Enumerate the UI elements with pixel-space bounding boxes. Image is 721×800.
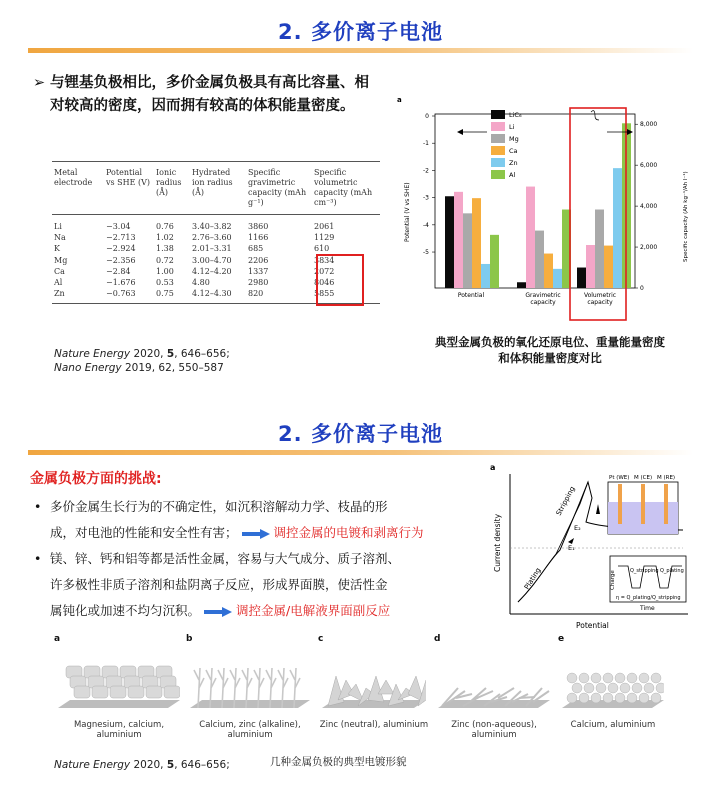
slide2-title: 2. 多价离子电池 xyxy=(278,422,443,446)
volumetric-bar xyxy=(595,210,604,288)
right-tick-label: 0 xyxy=(640,285,644,292)
gravimetric-bar xyxy=(544,254,553,288)
legend-swatch xyxy=(491,122,505,131)
x-axis-title: Potential xyxy=(576,621,609,630)
ref-pages: , 646–656; xyxy=(174,348,230,360)
bullet2-action: 调控金属/电解液界面副反应 xyxy=(235,603,391,618)
legend-swatch xyxy=(491,134,505,143)
legend-swatch xyxy=(491,170,505,179)
morphology-caption: Zinc (non-aqueous), aluminium xyxy=(451,720,537,740)
legend-label: Al xyxy=(509,171,516,179)
challenge-heading: 金属负极方面的挑战: xyxy=(30,471,162,487)
stripping-label: Stripping xyxy=(554,485,577,517)
table-cell: 1.00 xyxy=(156,266,174,276)
morphology-image xyxy=(562,648,664,718)
table-cell: Li xyxy=(54,222,62,231)
table-cell: 2072 xyxy=(314,266,335,276)
table-cell: −3.04 xyxy=(106,222,131,231)
morphology-panel xyxy=(186,634,314,744)
right-arrow-icon xyxy=(204,607,232,617)
legend-label: Li xyxy=(509,123,515,131)
left-tick-label: -2 xyxy=(423,167,429,175)
volumetric-highlight-box xyxy=(316,254,364,306)
plating-label: Plating xyxy=(522,566,543,592)
chart-caption: 典型金属负极的氧化还原电位、重量能量密度和体积能量密度对比 xyxy=(435,335,665,365)
y-axis-title: Current density xyxy=(493,513,502,572)
category-label: Gravimetric capacity xyxy=(525,292,561,306)
morphology-panel xyxy=(54,634,184,744)
right-axis-title: Specific capacity (Ah kg⁻¹/Ah l⁻¹) xyxy=(683,171,689,262)
table-cell: 3.40–3.82 xyxy=(192,222,232,231)
table-cell: 8046 xyxy=(314,278,335,288)
table-cell: 5855 xyxy=(312,288,380,304)
table-cell: 685 xyxy=(248,244,264,254)
table-cell: −2.924 xyxy=(106,244,136,254)
table-cell: 0.75 xyxy=(154,288,190,304)
table-cell: 1.38 xyxy=(156,244,174,254)
table-cell: Al xyxy=(54,278,63,288)
table-cell: −2.713 xyxy=(106,233,136,243)
morphology-caption: Zinc (neutral), aluminium xyxy=(319,720,429,730)
potential-bar xyxy=(490,235,499,288)
table-cell: 1129 xyxy=(314,233,335,243)
slide-1 xyxy=(0,0,721,398)
panel-label: d xyxy=(434,634,441,644)
table-cell: 1337 xyxy=(248,266,269,276)
q-stripping-label: Q_stripping xyxy=(630,568,659,574)
morphology-caption: Magnesium, calcium, aluminium xyxy=(73,720,165,740)
right-arrow-icon xyxy=(242,529,270,539)
re-electrode xyxy=(664,484,668,524)
th-hydrated-radius: Hydrated ion radius (Å) xyxy=(190,162,246,215)
table-cell: 1.02 xyxy=(156,233,174,243)
ref-volume: 5 xyxy=(166,759,175,771)
charge-label: Charge xyxy=(610,570,616,590)
left-tick-label: 0 xyxy=(425,113,429,120)
table-cell: 4.80 xyxy=(192,278,210,288)
table-cell: Ca xyxy=(54,266,65,276)
table-cell: 3860 xyxy=(248,222,269,231)
potential-bar xyxy=(454,192,463,288)
potential-bar xyxy=(481,264,490,288)
table-cell: 0.72 xyxy=(156,255,174,265)
morphology-caption: Calcium, aluminium xyxy=(570,720,656,730)
table-cell: −2.84 xyxy=(106,266,131,276)
table-cell: 1166 xyxy=(248,233,269,243)
left-axis-title: Potential (V vs SHE) xyxy=(404,182,411,242)
table-cell: −2.356 xyxy=(106,255,136,265)
volumetric-bar xyxy=(604,246,613,288)
table-cell: 2.01–3.31 xyxy=(192,244,232,254)
left-tick-label: -4 xyxy=(423,221,429,229)
bullet2-line2: 许多极性非质子溶剂和盐阴离子反应，形成界面膜，使活性金 xyxy=(50,577,388,592)
table-cell: 0.53 xyxy=(156,278,174,288)
diagram-panel-label: a xyxy=(490,463,496,472)
ref-journal: Nature Energy xyxy=(54,759,131,771)
e2-label: E₂ xyxy=(574,524,581,532)
table-cell: 3.00–4.70 xyxy=(192,255,232,265)
morphology-caption: 几种金属负极的典型电镀形貌 xyxy=(270,756,407,768)
bullet2-line1: 镁、锌、钙和铝等都是活性金属，容易与大气成分、质子溶剂、 xyxy=(50,551,401,566)
slide2-reference xyxy=(54,758,230,772)
table-cell: 610 xyxy=(314,244,330,254)
gravimetric-bar xyxy=(526,187,535,288)
potential-bar xyxy=(472,198,481,288)
th-gravimetric: Specific gravimetric capacity (mAh g⁻¹) xyxy=(246,162,312,215)
table-cell: 3834 xyxy=(314,255,335,265)
morphology-panel xyxy=(434,634,554,744)
we-electrode xyxy=(618,484,622,524)
list-item xyxy=(34,546,490,624)
th-metal: Metal electrode xyxy=(52,162,104,215)
gravimetric-bar xyxy=(535,231,544,288)
ref-text: 2020, xyxy=(130,348,167,360)
efficiency-label: η = Q_plating/Q_stripping xyxy=(616,595,681,601)
table-cell: −1.676 xyxy=(106,278,136,288)
morphology-caption: Calcium, zinc (alkaline), aluminium xyxy=(199,720,301,740)
table-cell: Zn xyxy=(52,288,104,304)
reference-line xyxy=(54,347,230,361)
legend-swatch xyxy=(491,146,505,155)
gravimetric-bar xyxy=(517,282,526,288)
right-tick-label: 4,000 xyxy=(640,203,658,211)
table-cell: 2.76–3.60 xyxy=(192,233,232,243)
panel-label: a xyxy=(54,634,61,644)
plating-stripping-diagram xyxy=(488,462,693,632)
right-tick-label: 2,000 xyxy=(640,244,658,252)
morphology-image xyxy=(58,648,180,718)
ref-text: 2020, xyxy=(130,759,167,771)
list-item xyxy=(34,494,490,546)
potential-capacity-chart xyxy=(395,92,695,322)
category-label: Potential xyxy=(457,292,485,299)
cell-we-label: Pt (WE) xyxy=(609,475,630,481)
challenge-list xyxy=(34,494,490,624)
table-cell: 2061 xyxy=(314,222,335,231)
e1-label: E₁ xyxy=(568,544,575,552)
q-plating-label: Q_plating xyxy=(660,568,684,574)
legend-label: Ca xyxy=(509,147,518,155)
table-cell: 2206 xyxy=(248,255,269,265)
ref-volume: 5 xyxy=(166,348,175,360)
references xyxy=(54,347,230,375)
bullet2-line3 xyxy=(50,598,490,624)
left-tick-label: -5 xyxy=(423,249,429,257)
claim-body: 与锂基负极相比，多价金属负极具有高比容量、相对较高的密度，因而拥有较高的体积能量密度。 xyxy=(50,75,369,114)
cell-re-label: M (RE) xyxy=(657,475,676,481)
table-row xyxy=(52,232,380,243)
table-cell: 4.12–4.30 xyxy=(190,288,246,304)
gravimetric-bar xyxy=(553,269,562,288)
table-cell: 0.76 xyxy=(156,222,174,231)
ce-electrode xyxy=(641,484,645,524)
reference-line xyxy=(54,361,230,375)
left-tick-label: -3 xyxy=(423,194,429,202)
th-volumetric: Specific volumetric capacity (mAh cm⁻³) xyxy=(312,162,380,215)
ref-text: 2019, 62, 550–587 xyxy=(121,362,224,374)
claim-text xyxy=(33,72,370,118)
right-tick-label: 8,000 xyxy=(640,121,658,129)
title-underline xyxy=(28,450,693,455)
table-cell: Mg xyxy=(54,255,68,265)
brace-icon xyxy=(591,111,599,120)
slide-2 xyxy=(0,402,721,800)
th-potential: Potential vs SHE (V) xyxy=(104,162,154,215)
morphology-panel xyxy=(558,634,668,744)
table-cell: −0.763 xyxy=(104,288,154,304)
legend-label: Zn xyxy=(509,159,518,167)
volumetric-bar xyxy=(613,168,622,288)
ref-journal: Nature Energy xyxy=(54,348,131,360)
bullet1-line1: 多价金属生长行为的不确定性，如沉积溶解动力学、枝晶的形 xyxy=(50,499,388,514)
legend-label: Mg xyxy=(509,135,519,143)
arrow-bullet-icon: ➢ xyxy=(33,75,46,91)
potential-bar xyxy=(463,213,472,288)
table-row xyxy=(52,243,380,254)
title-underline xyxy=(28,48,693,53)
left-arrow-icon xyxy=(457,129,463,135)
right-tick-label: 6,000 xyxy=(640,162,658,170)
cell-ce-label: M (CE) xyxy=(634,475,653,481)
morphology-image xyxy=(322,648,426,718)
legend-swatch xyxy=(491,110,505,119)
chart-panel-label: a xyxy=(397,96,402,104)
bullet1-text: 成，对电池的性能和安全性有害； xyxy=(50,525,238,540)
table-cell: 2980 xyxy=(248,278,269,288)
bullet1-action: 调控金属的电镀和剥离行为 xyxy=(273,525,424,540)
panel-label: e xyxy=(558,634,565,644)
time-label: Time xyxy=(640,605,655,612)
legend-label: LiC₆ xyxy=(509,111,522,119)
morphology-image xyxy=(438,648,550,718)
table-row xyxy=(52,215,380,233)
slide1-title: 2. 多价离子电池 xyxy=(278,20,443,44)
table-cell: 4.12–4.20 xyxy=(192,266,232,276)
panel-label: c xyxy=(318,634,324,644)
table-cell: 820 xyxy=(246,288,312,304)
morphology-image xyxy=(190,648,310,718)
panel-label: b xyxy=(186,634,193,644)
bullet-dot-icon: • xyxy=(34,551,42,566)
down-arrow-icon xyxy=(596,504,600,514)
ref-journal: Nano Energy xyxy=(54,362,122,374)
legend-swatch xyxy=(491,158,505,167)
bullet2-text: 属钝化或加速不均匀沉积。 xyxy=(50,603,201,618)
potential-bar xyxy=(445,196,454,288)
category-label: Volumetric capacity xyxy=(583,292,617,306)
volumetric-bar xyxy=(586,245,595,288)
morphology-panel xyxy=(318,634,430,744)
ref-pages: , 646–656; xyxy=(174,759,230,771)
table-cell: K xyxy=(54,244,60,254)
th-ionic-radius: Ionic radius (Å) xyxy=(154,162,190,215)
bullet-dot-icon: • xyxy=(34,499,42,514)
left-tick-label: -1 xyxy=(423,140,429,148)
table-cell: Na xyxy=(54,233,66,243)
bullet1-line2 xyxy=(50,520,490,546)
volumetric-bar xyxy=(577,268,586,288)
